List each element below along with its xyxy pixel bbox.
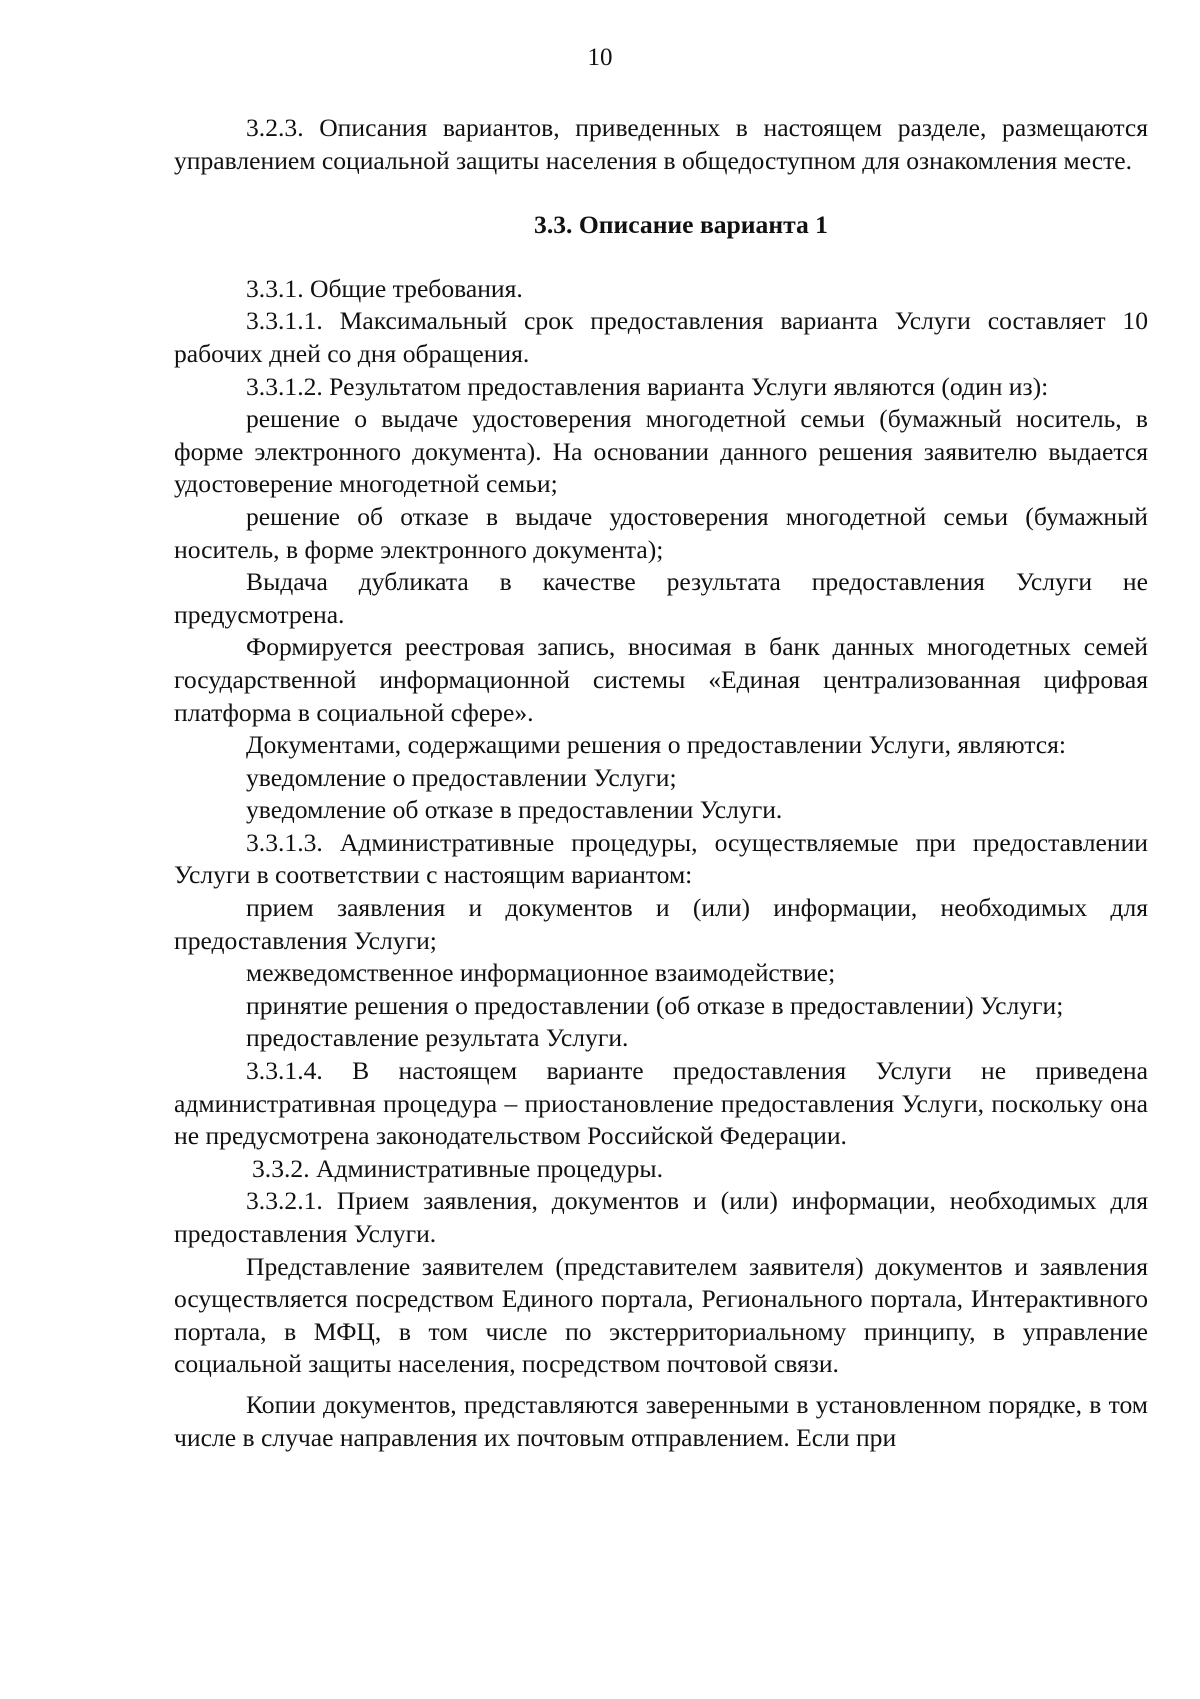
paragraph-3-3-1-3: 3.3.1.3. Административные процедуры, осуществляемые при предоставлении Услуги в соответствии с настоящим вариантом:: [174, 827, 1148, 890]
paragraph-document-copies: Копии документов, представляются заверенными в установленном порядке, в том числе в случае направления их почтовым отправлением. Если при: [174, 1389, 1148, 1452]
list-item-reception: прием заявления и документов и (или) информации, необходимых для предоставления Услуги;: [174, 893, 1148, 955]
paragraph-3-3-1-2: 3.3.1.2. Результатом предоставления варианта Услуги являются (один из):: [246, 371, 1049, 401]
page-number: 10: [587, 44, 613, 71]
paragraph-registry-record: Формируется реестровая запись, вносимая в банк данных многодетных семей государственной информационной системы «Единая централизованная цифровая платформа в социальной сфере».: [174, 632, 1148, 727]
section-heading: 3.3. Описание варианта 1: [534, 210, 828, 240]
paragraph-submission-channels: Представление заявителем (представителем заявителя) документов и заявления осуществляется посредством Единого портала, Регионального портала, Интерактивного портала, в МФЦ, в том числе по экстерриториальному принципу, в управление социальной защиты населения, посредством почтовой связи.: [174, 1251, 1148, 1379]
list-item-notification-granted: уведомление о предоставлении Услуги;: [246, 762, 677, 792]
list-item-decision: принятие решения о предоставлении (об отказе в предоставлении) Услуги;: [246, 990, 1064, 1020]
list-item-interagency: межведомственное информационное взаимодействие;: [246, 958, 836, 988]
paragraph-duplicate: Выдача дубликата в качестве результата предоставления Услуги не предусмотрена.: [174, 567, 1148, 629]
paragraph-3-3-2-1: 3.3.2.1. Прием заявления, документов и (или) информации, необходимых для предоставления Услуги.: [174, 1186, 1148, 1248]
list-item-result: предоставление результата Услуги.: [246, 1023, 629, 1053]
paragraph-3-3-1-1: 3.3.1.1. Максимальный срок предоставления варианта Услуги составляет 10 рабочих дней со дня обращения.: [174, 306, 1148, 368]
paragraph-result-issue: решение о выдаче удостоверения многодетной семьи (бумажный носитель, в форме электронного документа). На основании данного решения заявителю выдается удостоверение многодетной семьи;: [174, 404, 1148, 499]
paragraph-decision-documents: Документами, содержащими решения о предоставлении Услуги, являются:: [246, 730, 1067, 760]
paragraph-3-3-1: 3.3.1. Общие требования.: [246, 273, 523, 303]
document-body: [174, 112, 1148, 1454]
paragraph-3-2-3: 3.2.3. Описания вариантов, приведенных в настоящем разделе, размещаются управлением социальной защиты населения в общедоступном для ознакомления месте.: [174, 113, 1148, 175]
paragraph-3-3-2: 3.3.2. Административные процедуры.: [252, 1153, 663, 1183]
list-item-notification-refused: уведомление об отказе в предоставлении Услуги.: [246, 795, 783, 825]
paragraph-result-refusal: решение об отказе в выдаче удостоверения многодетной семьи (бумажный носитель, в форме электронного документа);: [174, 501, 1148, 564]
paragraph-3-3-1-4: 3.3.1.4. В настоящем варианте предоставления Услуги не приведена административная процедура – приостановление предоставления Услуги, поскольку она не предусмотрена законодательством Российской Федерации.: [174, 1056, 1148, 1151]
